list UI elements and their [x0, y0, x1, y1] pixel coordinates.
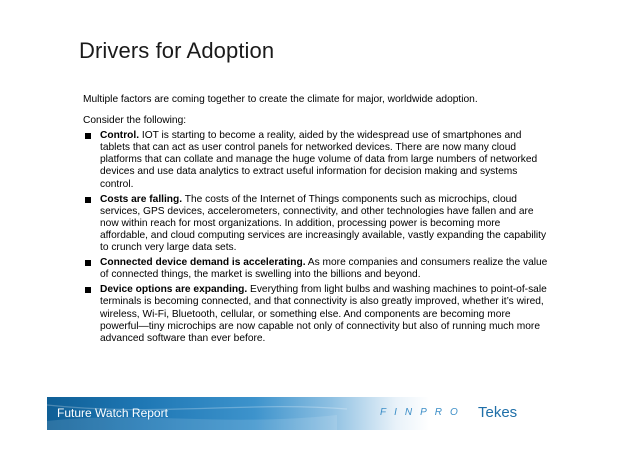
slide-title: Drivers for Adoption	[79, 38, 275, 63]
square-bullet-icon	[85, 287, 91, 293]
team-finland-logo	[537, 397, 593, 430]
list-item	[83, 284, 548, 344]
finpro-logo: FINPRO	[380, 407, 466, 418]
point-title: Costs are falling.	[100, 193, 183, 205]
slide-body	[83, 94, 548, 348]
point-text: Everything from light bulbs and washing machines to point-of-sale terminals is becoming connected, and that connectivity is also greatly improved, whether it’s wired, wireless, Wi-Fi, Bluetooth, cellular, or something else. And components are becoming more powerful—tiny microchips are now capable not only of connectivity but also of running much more advanced software than ever before.	[100, 284, 547, 344]
square-bullet-icon	[85, 133, 91, 139]
square-bullet-icon	[85, 260, 91, 266]
list-item	[83, 194, 548, 254]
square-bullet-icon	[85, 197, 91, 203]
consider-text: Consider the following:	[83, 115, 187, 127]
tekes-logo: Tekes	[478, 404, 518, 421]
point-text: IOT is starting to become a reality, aided by the widespread use of smartphones and tablets that can act as user control panels for networked devices. There are now many cloud platforms that can collate and manage the huge volume of data from large numbers of networked devices and use data analytics to extract useful information for decision making and systems control.	[100, 130, 538, 190]
point-text: As more companies and consumers realize the value of connected things, the market is swelling into the billions and beyond.	[100, 257, 548, 281]
list-item	[83, 130, 548, 190]
driver-list	[83, 130, 548, 345]
point-title: Connected device demand is accelerating.	[100, 257, 306, 269]
point-title: Control.	[100, 130, 140, 142]
footer-banner	[47, 397, 593, 430]
intro-text: Multiple factors are coming together to create the climate for major, worldwide adoption.	[83, 94, 478, 105]
point-title: Device options are expanding.	[100, 284, 248, 296]
point-text: The costs of the Internet of Things components such as microchips, cloud services, GPS devices, accelerometers, connectivity, and other technologies have fallen and are now within reach for most organizations. In addition, processing power is becoming more affordable, and cloud computing services are increasingly available, vastly expanding the capability to crunch very large data sets.	[100, 193, 547, 254]
list-item	[83, 257, 548, 281]
report-label: Future Watch Report	[57, 406, 168, 420]
